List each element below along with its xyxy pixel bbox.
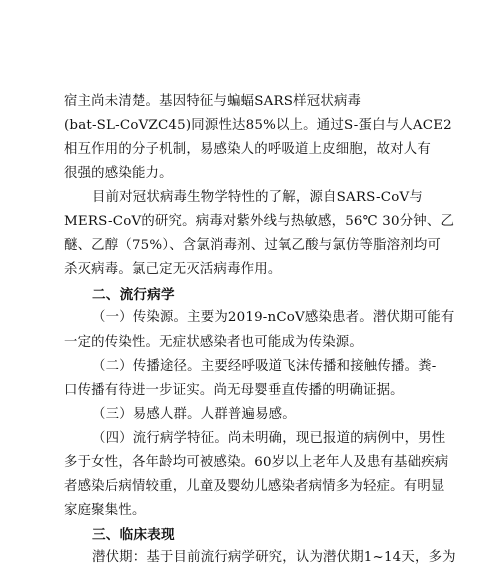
text-line-4: 很强的感染能力。 — [64, 166, 173, 182]
features-line-2: 多于女性，各年龄均可被感染。60岁以上老年人及患有基础疾病 — [64, 454, 449, 470]
section-heading-epidemiology: 二、流行病学 — [92, 287, 175, 304]
transmission-line-1: （二）传播途径。主要经呼吸道飞沫传播和接触传播。粪- — [92, 358, 437, 374]
susceptible-population-line: （三）易感人群。人群普遍易感。 — [92, 406, 296, 422]
source-line-2: 一定的传染性。无症状感染者也可能成为传染源。 — [64, 334, 363, 350]
text-line-3: 相互作用的分子机制，易感染人的呼吸道上皮细胞，故对人有 — [64, 142, 431, 158]
text-line-2: (bat-SL-CoVZC45)同源性达85%以上。通过S-蛋白与人ACE2 — [64, 118, 452, 133]
paragraph-2-line-3: 醚、乙醇（75%）、含氯消毒剂、过氧乙酸与氯仿等脂溶剂均可 — [64, 238, 442, 254]
text-line-1: 宿主尚未清楚。基因特征与蝙蝠SARS样冠状病毒 — [64, 94, 362, 109]
paragraph-2-line-1: 目前对冠状病毒生物学特性的了解，源自SARS-CoV与 — [92, 190, 423, 206]
paragraph-2-line-2: MERS-CoV的研究。病毒对紫外线与热敏感，56℃ 30分钟、乙 — [64, 214, 455, 230]
transmission-line-2: 口传播有待进一步证实。尚无母婴垂直传播的明确证据。 — [64, 382, 404, 398]
source-line-1: （一）传染源。主要为2019-nCoV感染患者。潜伏期可能有 — [92, 310, 455, 326]
features-line-1: （四）流行病学特征。尚未明确，现已报道的病例中，男性 — [92, 430, 446, 446]
features-line-3: 者感染后病情较重，儿童及婴幼儿感染者病情多为轻症。有明显 — [64, 478, 445, 494]
features-line-4: 家庭聚集性。 — [64, 502, 146, 518]
section-heading-clinical: 三、临床表现 — [92, 526, 175, 543]
paragraph-2-line-4: 杀灭病毒。氯己定无灭活病毒作用。 — [64, 262, 282, 278]
incubation-line: 潜伏期：基于目前流行病学研究，认为潜伏期1~14天，多为 — [92, 550, 456, 565]
